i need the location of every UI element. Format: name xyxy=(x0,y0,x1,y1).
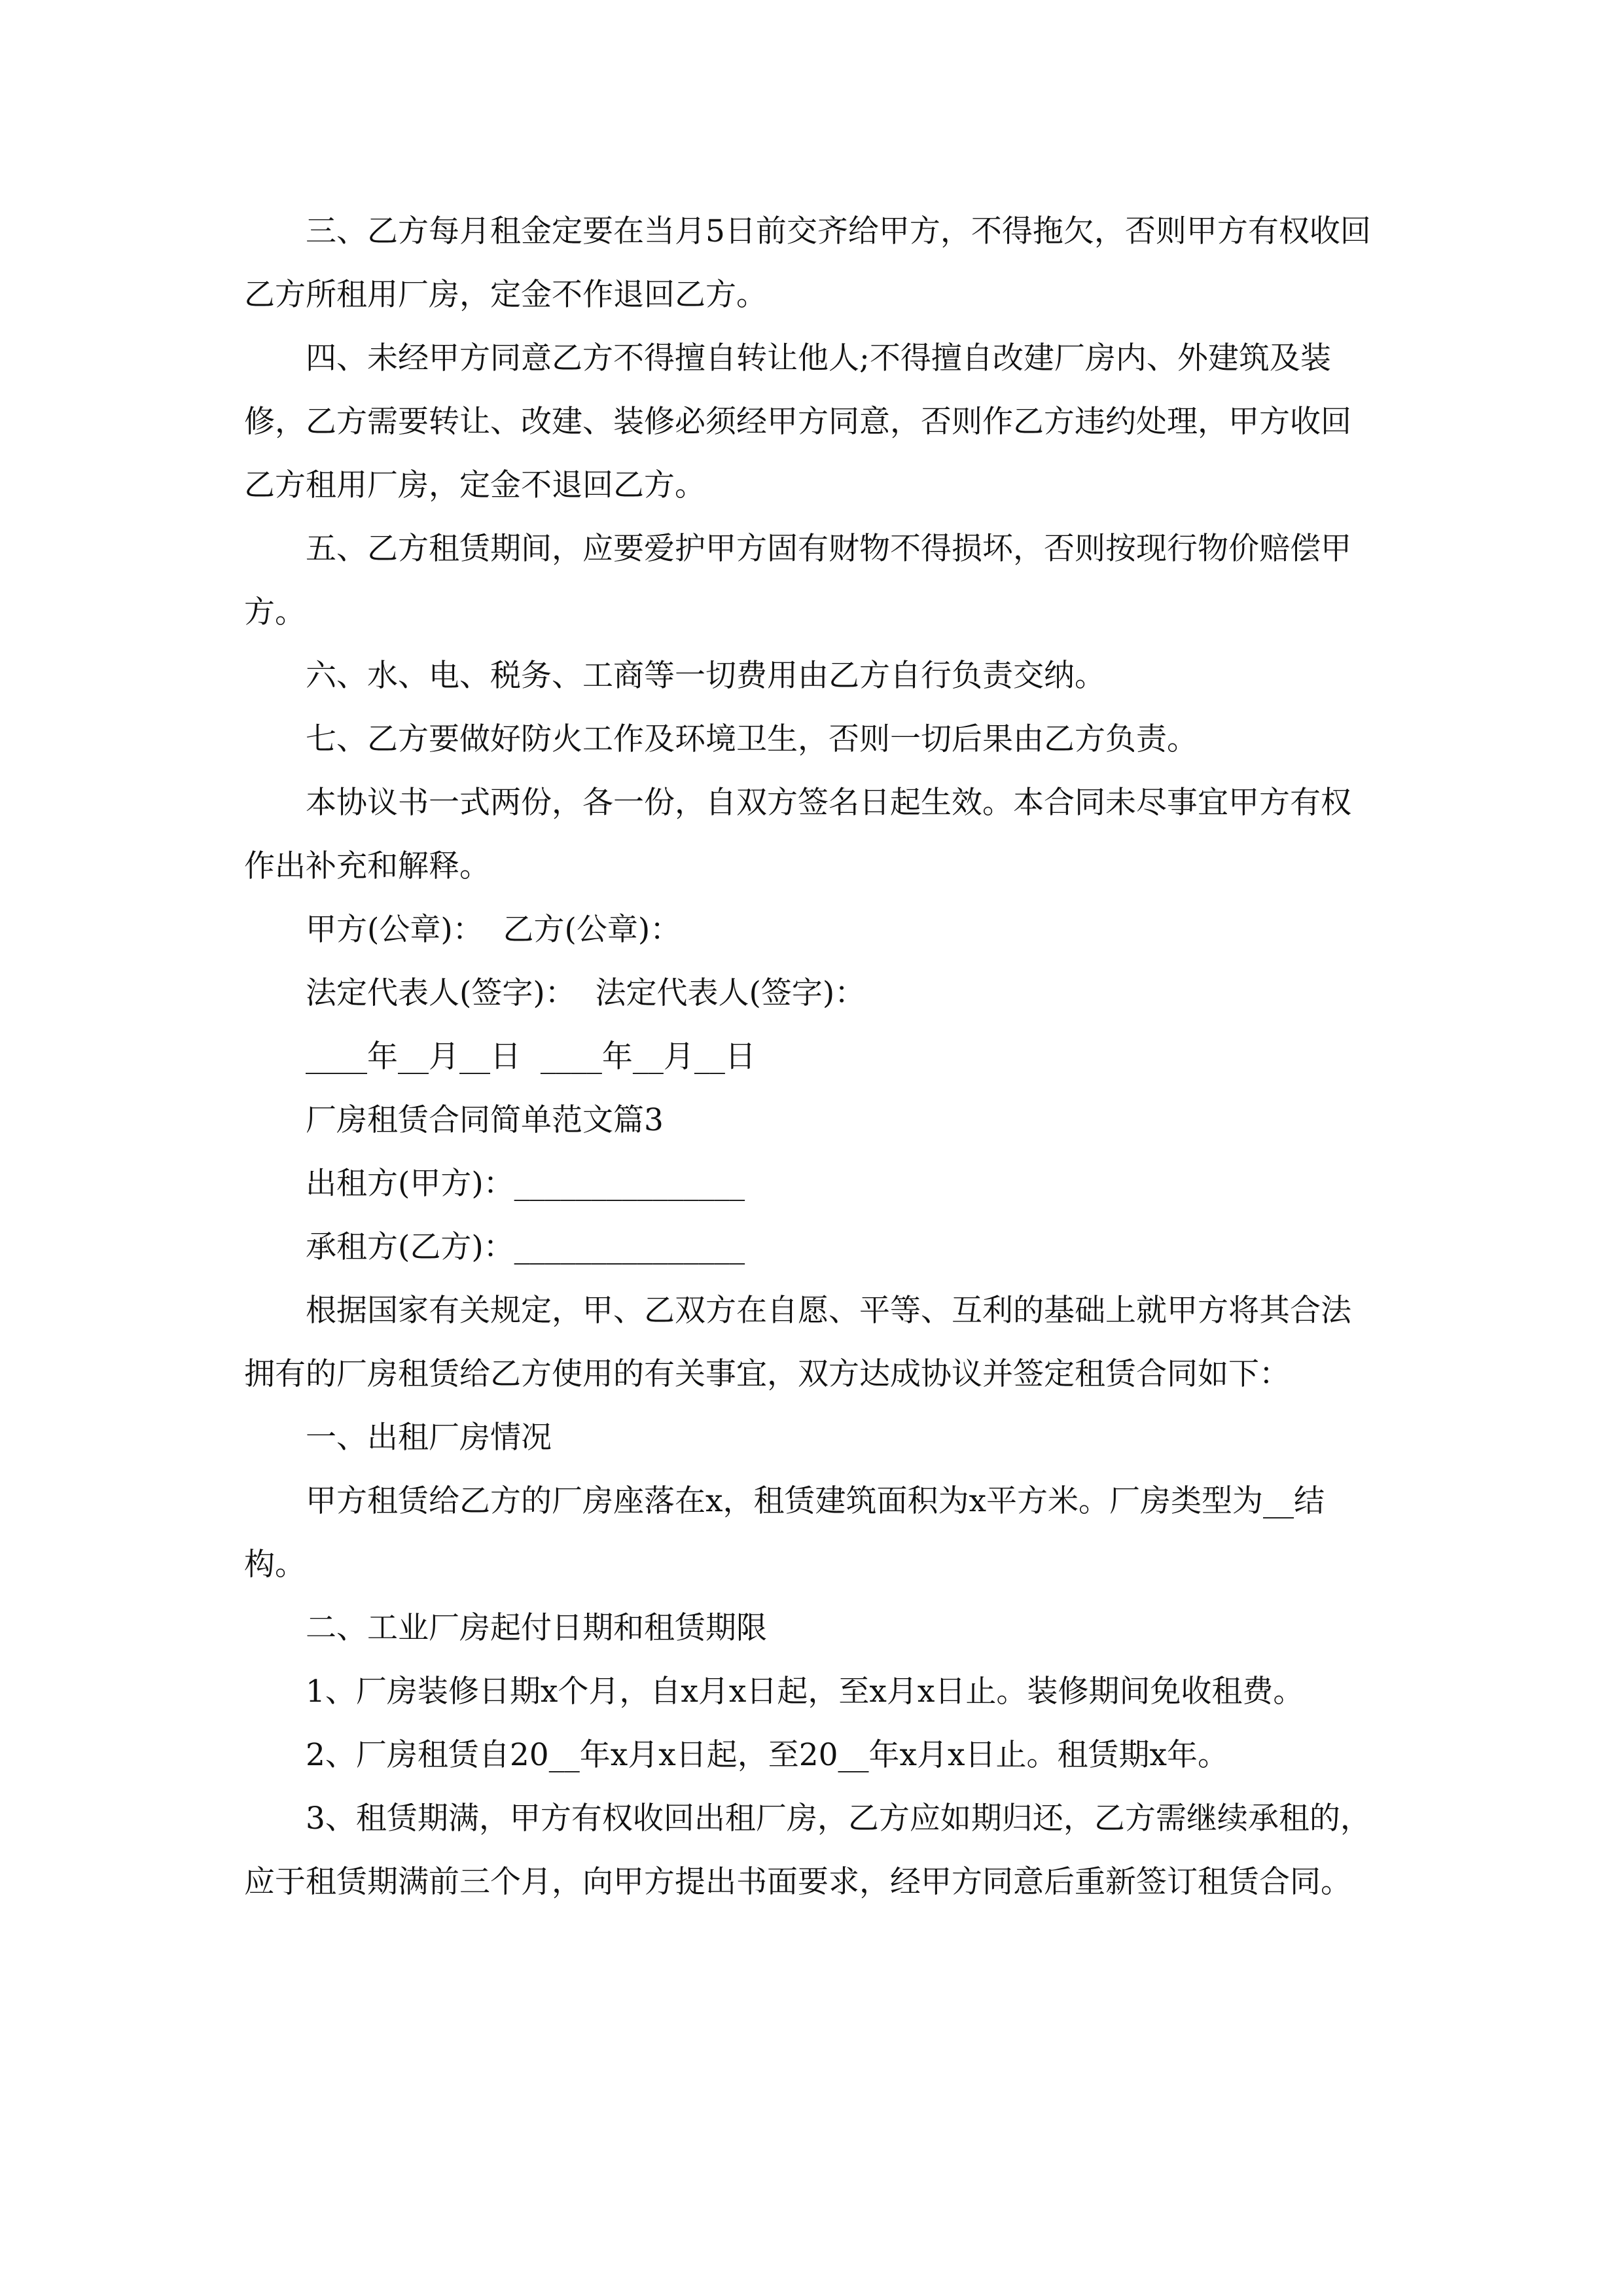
preamble: 根据国家有关规定，甲、乙双方在自愿、平等、互利的基础上就甲方将其合法拥有的厂房租赁给乙方使用的有关事宜，双方达成协议并签定租赁合同如下： xyxy=(244,1293,1351,1392)
party-seals-line: 甲方(公章)： 乙方(公章)： xyxy=(306,912,681,948)
lessee-line: 承租方(乙方)：_______________ xyxy=(306,1229,745,1265)
clause-property-care: 五、乙方租赁期间，应要爱护甲方固有财物不得损坏，否则按现行物价赔偿甲方。 xyxy=(244,531,1351,630)
clause-fire-safety: 七、乙方要做好防火工作及环境卫生，否则一切后果由乙方负责。 xyxy=(306,721,1198,757)
heading-property-info: 一、出租厂房情况 xyxy=(306,1420,552,1456)
property-description: 甲方租赁给乙方的厂房座落在x，租赁建筑面积为x平方米。厂房类型为__结构。 xyxy=(244,1483,1325,1583)
clause-rent-payment: 三、乙方每月租金定要在当月5日前交齐给甲方，不得拖欠，否则甲方有权收回乙方所租用厂房，定金不作退回乙方。 xyxy=(244,213,1371,313)
representative-signature-line: 法定代表人(签字)： 法定代表人(签字)： xyxy=(306,975,866,1011)
heading-lease-term: 二、工业厂房起付日期和租赁期限 xyxy=(306,1610,767,1646)
term-lease-period: 2、厂房租赁自20__年x月x日起，至20__年x月x日止。租赁期x年。 xyxy=(306,1737,1229,1773)
lessor-line: 出租方(甲方)：_______________ xyxy=(306,1166,745,1202)
section-title: 厂房租赁合同简单范文篇3 xyxy=(306,1102,664,1138)
term-renewal: 3、租赁期满，甲方有权收回出租厂房，乙方应如期归还，乙方需继续承租的，应于租赁期满前三个月，向甲方提出书面要求，经甲方同意后重新签订租赁合同。 xyxy=(244,1801,1371,1900)
term-decoration-period: 1、厂房装修日期x个月，自x月x日起，至x月x日止。装修期间免收租费。 xyxy=(306,1674,1304,1710)
agreement-effect: 本协议书一式两份，各一份，自双方签名日起生效。本合同未尽事宜甲方有权作出补充和解释。 xyxy=(244,785,1351,884)
clause-utilities: 六、水、电、税务、工商等一切费用由乙方自行负责交纳。 xyxy=(306,658,1105,694)
date-line: ____年__月__日 ____年__月__日 xyxy=(306,1039,756,1075)
document-body xyxy=(244,200,1380,1914)
clause-no-transfer: 四、未经甲方同意乙方不得擅自转让他人;不得擅自改建厂房内、外建筑及装修，乙方需要转让、改建、装修必须经甲方同意，否则作乙方违约处理，甲方收回乙方租用厂房，定金不退回乙方。 xyxy=(244,340,1351,503)
